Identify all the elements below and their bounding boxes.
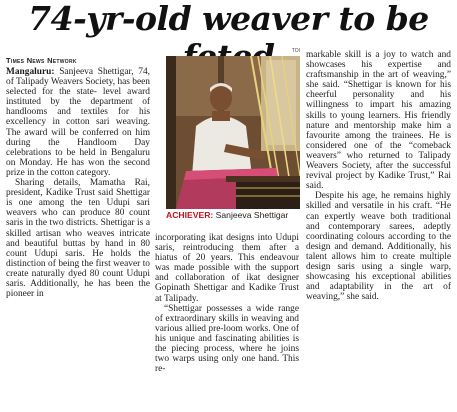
paragraph-2-continued: incorporating ikat designs into Udupi saris, reintroducing them after a hiatus of 20 years. This endeavour was made possible with the support and collaboration of ikat designer Gopinath Shettigar and Kadike Trust at Talipady. xyxy=(155,233,299,304)
paragraph-1 xyxy=(6,67,150,178)
paragraph-1-text: Sanjeeva Shettigar, 74, of Talipady Weavers Society, has been selected for the state- level award instituted by the department of handlooms and textiles for his excellency in cotton sari weaving. The award will be conferred on him during the Handloom Day celebrations to be held in Bengaluru on Monday. He has won the second prize in the cotton category. xyxy=(6,67,151,178)
photo-block xyxy=(166,48,300,229)
column-3 xyxy=(306,50,451,302)
byline: Times News Network xyxy=(6,56,77,65)
photo-credit: TOI xyxy=(291,48,300,54)
caption-name: Sanjeeva Shettigar xyxy=(215,210,289,220)
caption-tag: ACHIEVER: xyxy=(166,210,214,220)
column-1 xyxy=(6,67,150,299)
photo-caption xyxy=(166,209,300,221)
dateline: Mangaluru: xyxy=(6,67,55,77)
paragraph-4: Despite his age, he remains highly skilled and versatile in his craft. “He can expertly weave both traditional and contemporary sarees, adeptly coordinating colours according to the design and demand. Additionally, his talent allows him to create multiple design saris using a single warp, showcasing his exceptional abilities and adaptability in the art of weaving,” she said. xyxy=(306,191,451,303)
column-2 xyxy=(155,233,299,374)
paragraph-3-continued: markable skill is a joy to watch and showcases his expertise and craftsmanship in the art of weaving,” she said. “Shettigar is known for his cheerful personality and his willingness to impart his amazing skills to young learners. His friendly nature and mentorship make him a favourite among the trainees. He is considered one of the “comeback weavers” who returned to Talipady Weavers Society, after the successful revival project by Kadike Trust,” Rai said. xyxy=(306,50,451,192)
paragraph-3: “Shettigar possesses a wide range of extraordinary skills in weaving and various allied pre-loom works. One of his unique and fascinating abilities is the piecing process, where he joins two warps using only one hand. This re- xyxy=(155,303,299,375)
headline: 74-yr-old weaver to be xyxy=(28,0,429,38)
weaver-photo-illustration xyxy=(166,56,300,209)
paragraph-2: Sharing details, Mamatha Rai, president, Kadike Trust said Shettigar is one among the ten Udupi sari weavers who can produce 80 count saris in the two districts. Shettigar is a skilled artisan who weaves intricate and beautiful buttas by hand in 80 count Udupi saris. He holds the distinction of being the first weaver to create naturally dyed 80 count Udupi saris. Additionally, he has been the pioneer in xyxy=(6,178,150,300)
weaver-photo xyxy=(166,56,300,209)
